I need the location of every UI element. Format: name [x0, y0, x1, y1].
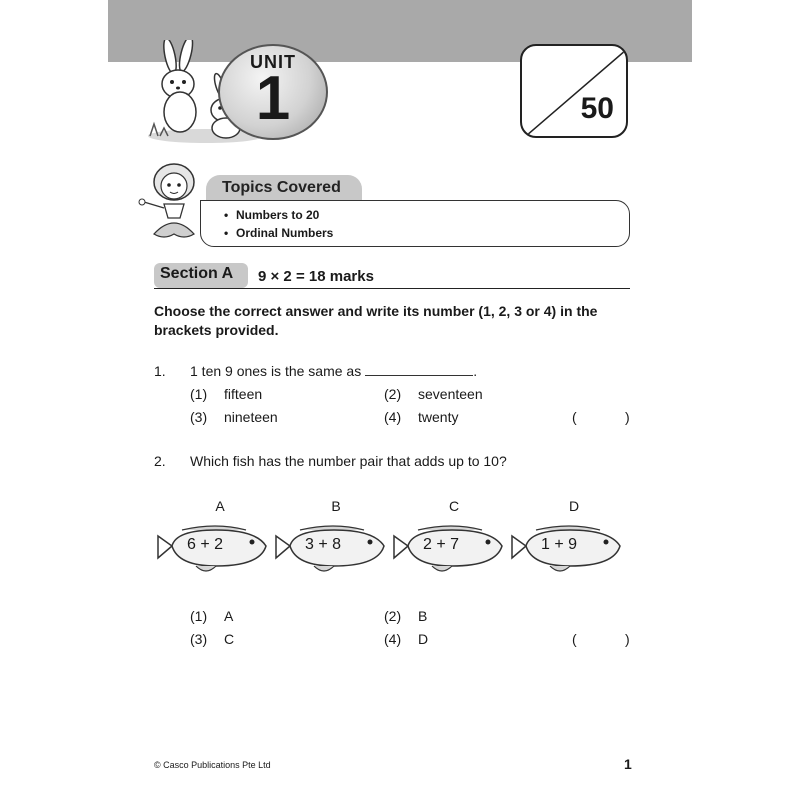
- fish-sum: 2 + 7: [422, 536, 460, 553]
- question-2-option-4: [384, 631, 428, 647]
- question-1-end-mark: .: [473, 363, 478, 379]
- question-1-option-3: [190, 409, 278, 425]
- question-1-prompt: 1 ten 9 ones is the same as: [190, 363, 362, 379]
- fairy-illustration: [136, 160, 210, 246]
- fish-a: [156, 522, 270, 578]
- instruction-text: Choose the correct answer and write its number (1, 2, 3 or 4) in the brackets provided.: [154, 303, 598, 338]
- option-text: twenty: [418, 409, 459, 425]
- question-2-option-2: [384, 608, 427, 624]
- option-text: fifteen: [224, 386, 263, 402]
- unit-number: 1: [255, 64, 291, 133]
- topics-title: Topics Covered: [222, 179, 341, 196]
- topics-list: [224, 206, 333, 242]
- option-text: D: [418, 631, 429, 647]
- unit-word: UNIT: [250, 52, 296, 72]
- fish-d: [510, 522, 624, 578]
- worksheet-page: [108, 0, 692, 800]
- footer-copyright: © Casco Publications Pte Ltd: [154, 760, 271, 770]
- fish-c: [392, 522, 506, 578]
- option-text: C: [224, 631, 235, 647]
- question-1-bracket-close: ): [625, 409, 630, 425]
- option-number: (1): [190, 608, 208, 624]
- question-1-bracket-open: (: [572, 409, 577, 425]
- section-label: Section A: [160, 265, 234, 282]
- option-text: A: [224, 608, 234, 624]
- question-1-option-2: [384, 386, 483, 402]
- fish-b: [274, 522, 388, 578]
- score-box: [520, 44, 628, 138]
- question-1-text: [190, 363, 477, 379]
- question-2-bracket-open: (: [572, 631, 577, 647]
- unit-badge: [218, 44, 328, 140]
- question-2-number: 2.: [154, 453, 166, 469]
- fish-letter-b: B: [331, 498, 341, 514]
- question-2-option-1: [190, 608, 233, 624]
- option-number: (4): [384, 409, 402, 425]
- page-number: 1: [624, 756, 632, 772]
- option-text: nineteen: [224, 409, 278, 425]
- fish-sum: 1 + 9: [540, 536, 578, 553]
- question-2-text: Which fish has the number pair that adds up to 10?: [190, 453, 507, 469]
- question-1-option-4: [384, 409, 458, 425]
- question-1-number: 1.: [154, 363, 166, 379]
- answer-blank: [365, 365, 473, 376]
- question-2-bracket-close: ): [625, 631, 630, 647]
- topic-item: • Ordinal Numbers: [224, 224, 333, 242]
- topic-item: • Numbers to 20: [224, 206, 333, 224]
- option-text: B: [418, 608, 428, 624]
- fish-letter-a: A: [215, 498, 225, 514]
- fish-sum: 6 + 2: [186, 536, 224, 553]
- section-divider: [154, 288, 630, 289]
- option-number: (2): [384, 608, 402, 624]
- question-1-option-1: [190, 386, 262, 402]
- option-number: (3): [190, 631, 208, 647]
- question-2-option-3: [190, 631, 234, 647]
- fish-sum: 3 + 8: [304, 536, 342, 553]
- fish-letter-c: C: [448, 498, 460, 514]
- option-number: (2): [384, 386, 402, 402]
- score-total: 50: [580, 92, 614, 125]
- option-number: (4): [384, 631, 402, 647]
- option-text: seventeen: [418, 386, 483, 402]
- option-number: (1): [190, 386, 208, 402]
- fish-letter-d: D: [568, 498, 580, 514]
- section-marks: 9 × 2 = 18 marks: [258, 268, 374, 285]
- option-number: (3): [190, 409, 208, 425]
